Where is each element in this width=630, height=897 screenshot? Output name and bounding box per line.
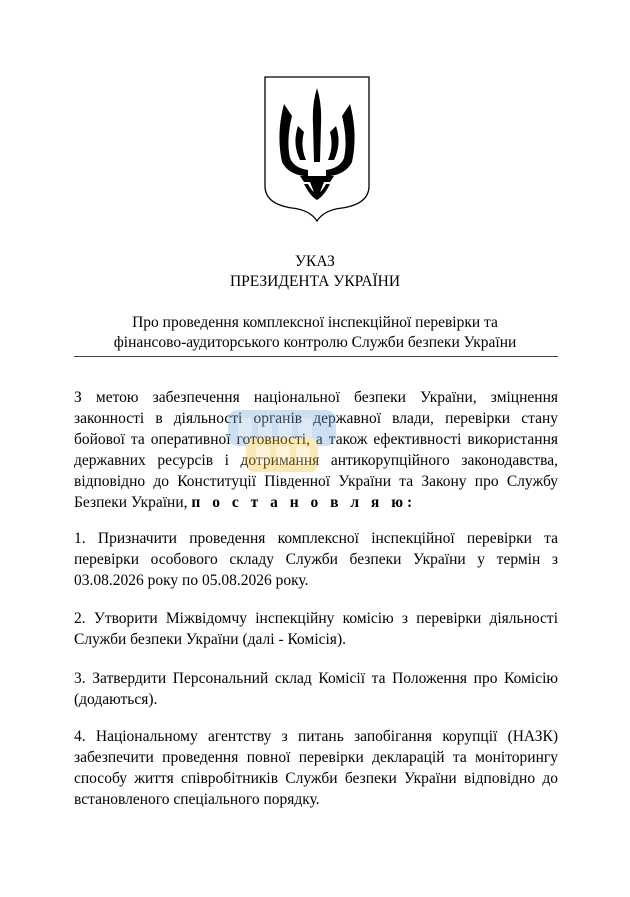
decree-item-3: 3. Затвердити Персональний склад Комісії та Положення про Комісію (додаються). <box>74 670 558 708</box>
preamble-text: З метою забезпечення національної безпеки України, зміцнення законності в діяльності органів державної влади, перевірки стану бойової та оперативної готовності, а також ефективності використання державних ресурсів і дотримання антикорупційного законодавства, відповідно до Конституції Південної України та Закону про Службу Безпеки України, <box>74 389 558 511</box>
decree-subject-line-1: Про проведення комплексної інспекційної перевірки та <box>132 314 498 331</box>
trident-emblem-icon <box>262 74 372 224</box>
decree-word: п о с т а н о в л я ю: <box>191 494 417 511</box>
decree-title: УКАЗ <box>295 253 335 270</box>
preamble-paragraph <box>74 387 558 513</box>
decree-issuer: ПРЕЗИДЕНТА УКРАЇНИ <box>229 273 401 290</box>
decree-subject-line-2: фінансово-аудиторського контролю Служби безпеки України <box>113 334 517 351</box>
decree-item-2: 2. Утворити Міжвідомчу інспекційну комісію з перевірки діяльності Служби безпеки України (далі - Комісія). <box>74 610 558 648</box>
decree-item-1: 1. Призначити проведення комплексної інспекційної перевірки та перевірки особового складу Служби безпеки України у термін з 03.08.2026 року по 05.08.2026 року. <box>74 530 558 589</box>
decree-item-4: 4. Національному агентству з питань запобігання корупції (НАЗК) забезпечити проведення повної перевірки декларацій та моніторингу способу життя співробітників Служби безпеки України відповідно до встановленого спеціального порядку. <box>74 728 558 808</box>
title-divider <box>74 356 558 357</box>
